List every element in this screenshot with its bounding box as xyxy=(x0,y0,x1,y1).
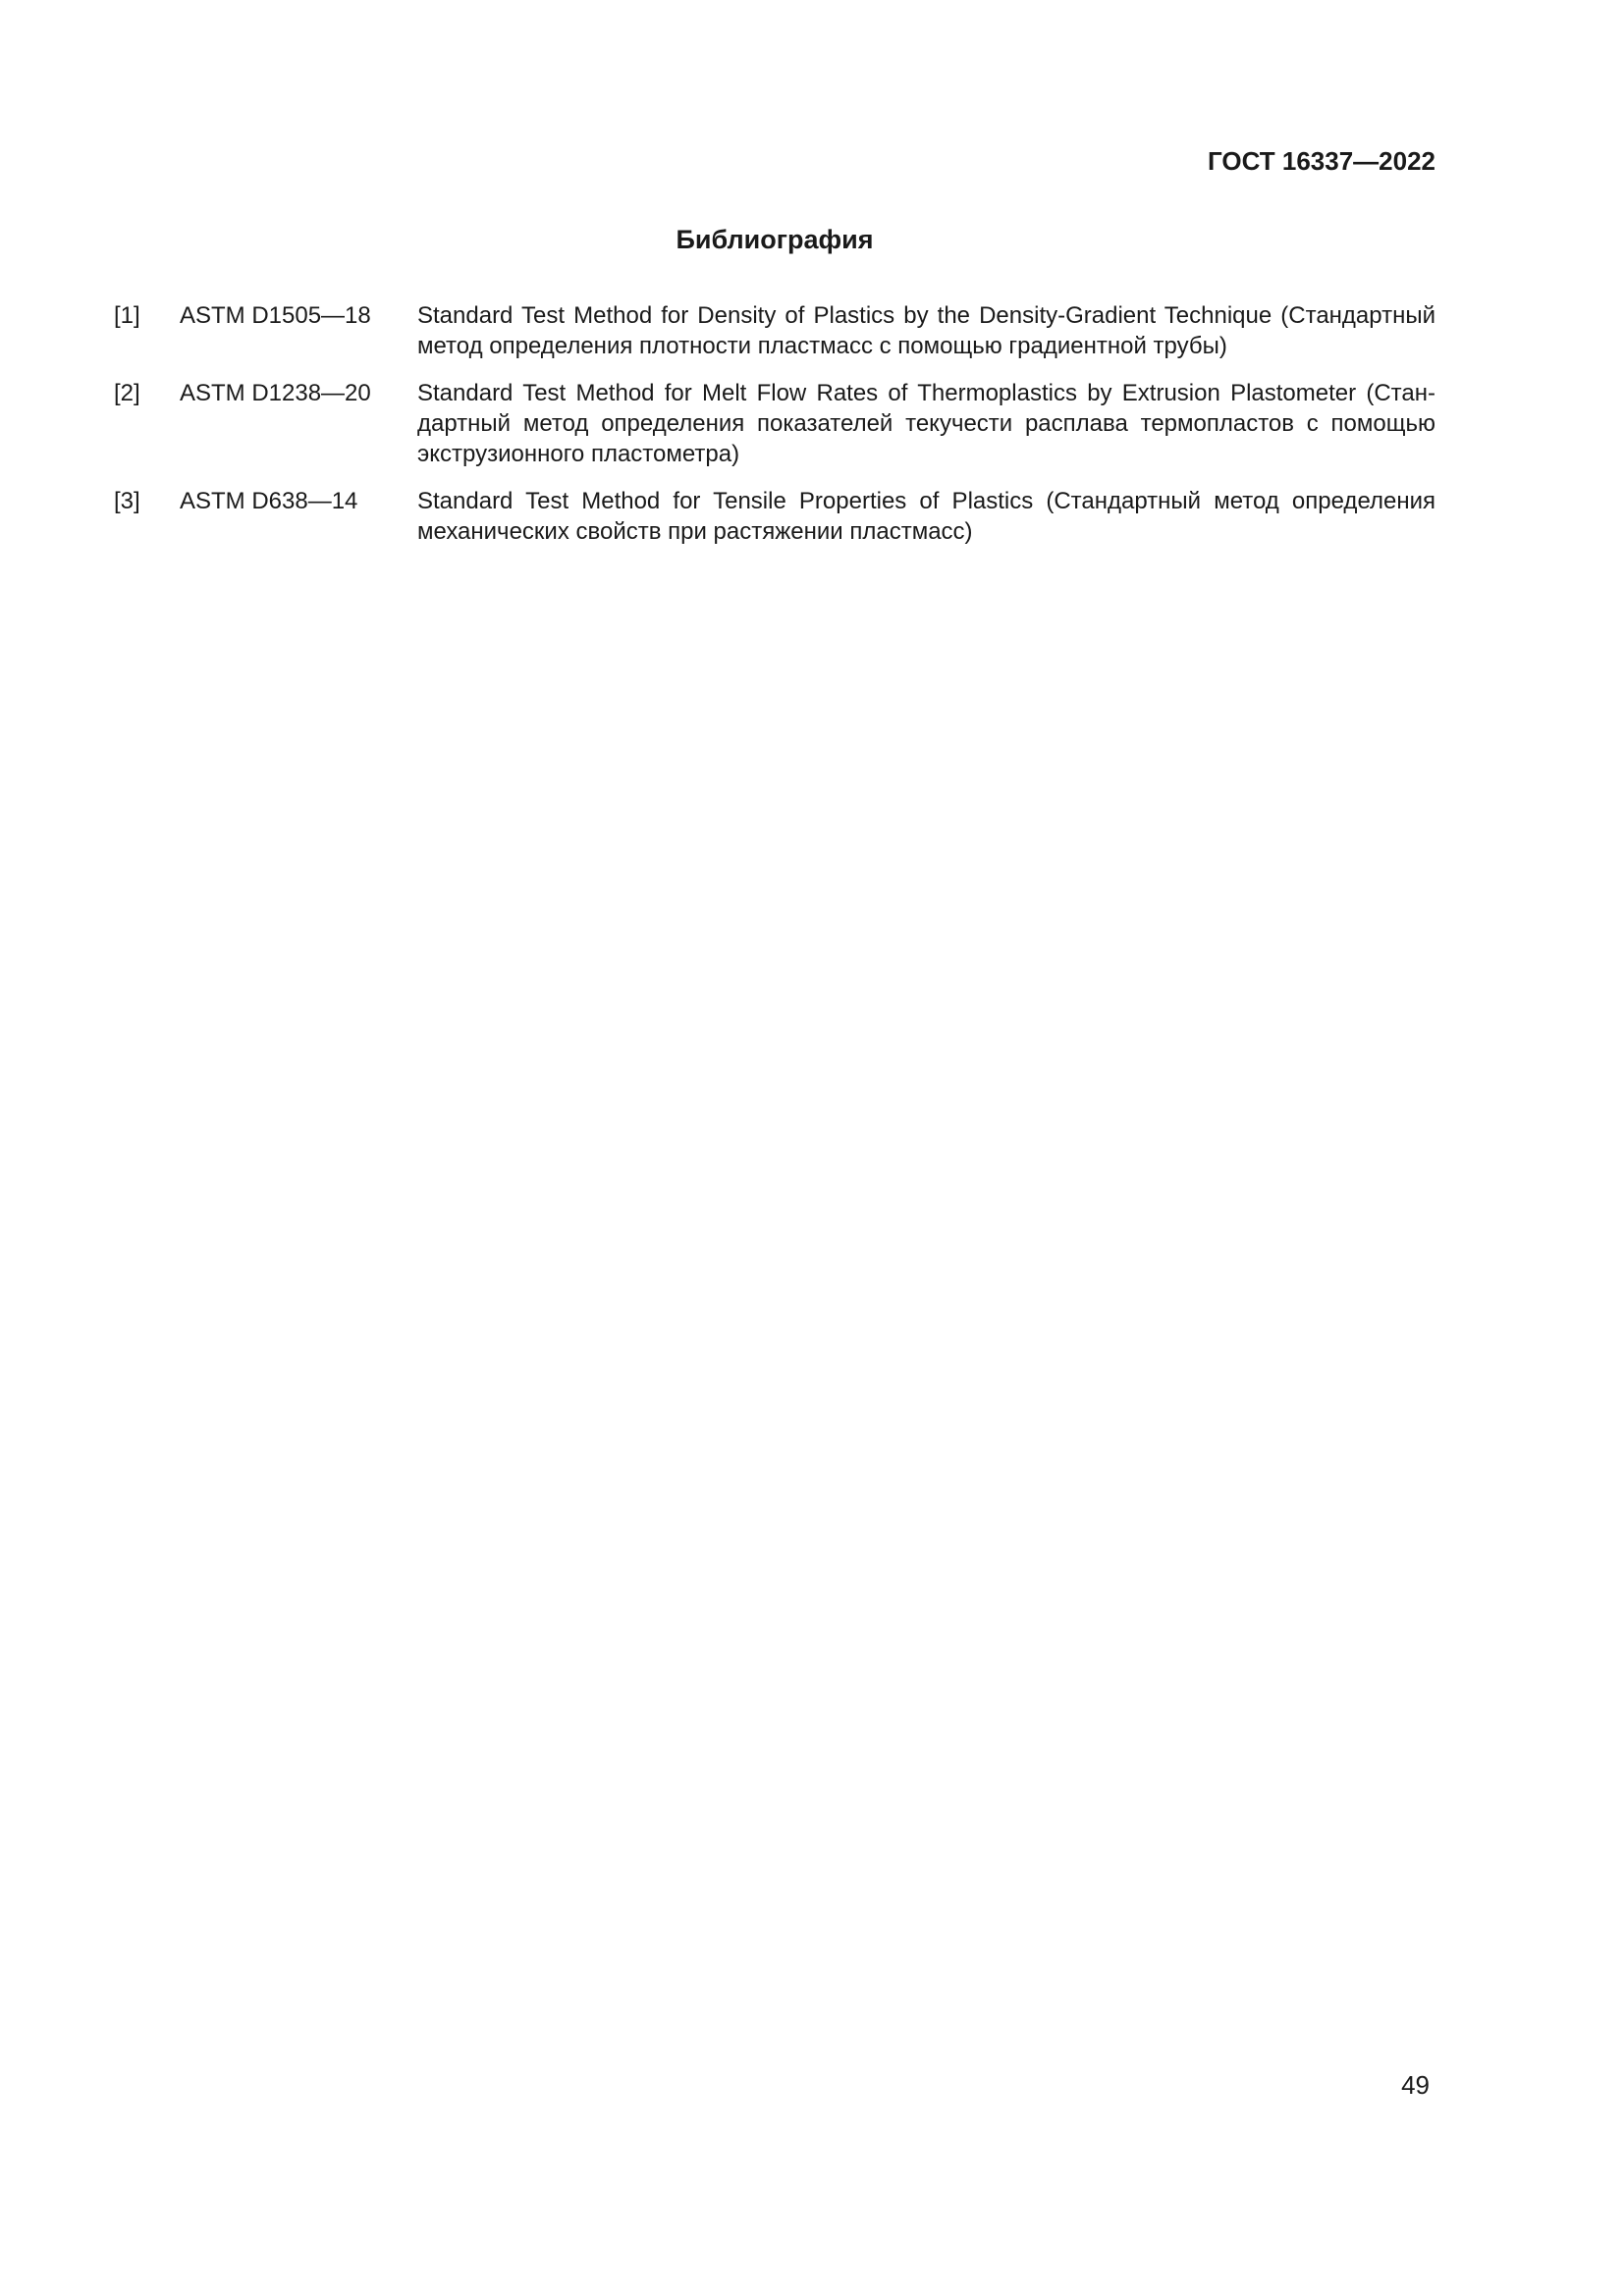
entry-reference: ASTM D638—14 xyxy=(180,488,358,514)
entry-reference: ASTM D1238—20 xyxy=(180,380,371,406)
entry-description: Standard Test Method for Tensile Properties of Plastics (Стандартный метод определения механических свойств при растяжении пластмасс) xyxy=(417,488,1435,545)
entry-description: Standard Test Method for Melt Flow Rates of Thermoplastics by Extrusion Plastometer (Стандартный метод определения показателей текучести расплава термопластов с помощью экструзионного пластометра) xyxy=(417,380,1435,467)
entry-number: [2] xyxy=(114,380,140,406)
bibliography-entry-3 xyxy=(114,486,1435,547)
entry-number: [1] xyxy=(114,302,140,329)
entry-reference: ASTM D1505—18 xyxy=(180,302,371,329)
bibliography-entry-1 xyxy=(114,300,1435,361)
entry-description: Standard Test Method for Density of Plastics by the Density-Gradient Technique (Стандартный метод определения плотности пластмасс с помощью градиентной трубы) xyxy=(417,302,1435,359)
bibliography-entry-2 xyxy=(114,378,1435,469)
entry-number: [3] xyxy=(114,488,140,514)
standard-designation: ГОСТ 16337—2022 xyxy=(1208,146,1435,176)
section-title: Библиография xyxy=(676,225,874,254)
page-number: 49 xyxy=(1401,2070,1430,2100)
bibliography-list xyxy=(114,300,1435,563)
